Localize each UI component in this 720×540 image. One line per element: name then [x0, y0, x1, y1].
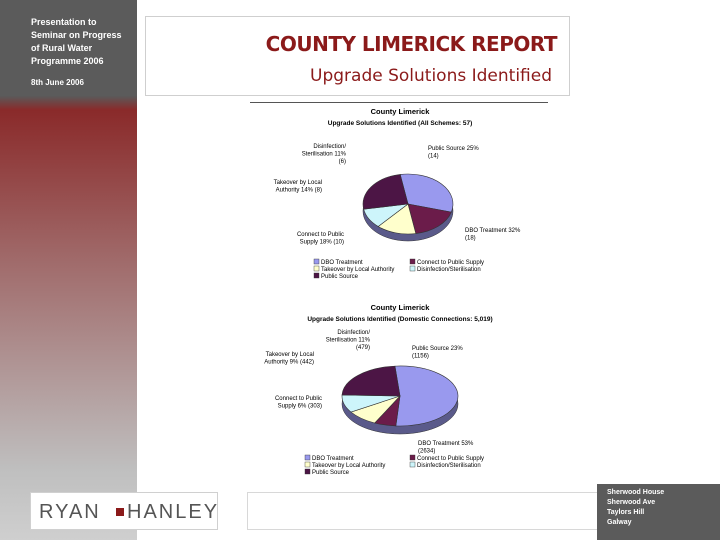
- address-line: Sherwood House: [607, 489, 665, 496]
- pie-label: Takeover by Local Authority 14% (8): [273, 180, 322, 194]
- legend-swatch: [314, 259, 319, 264]
- legend-item: Takeover by Local Authority: [321, 267, 395, 273]
- legend-swatch: [305, 455, 310, 460]
- pie-label: DBO Treatment 53% (2634): [418, 441, 474, 455]
- pie-label: Disinfection/ Sterilisation 11% (6): [301, 144, 346, 165]
- chart-title: County Limerick: [370, 107, 430, 116]
- address-line: Sherwood Ave: [607, 499, 656, 506]
- pie-label: Takeover by Local Authority 9% (442): [264, 352, 314, 366]
- chart-title: County Limerick: [370, 303, 430, 312]
- company-address: [597, 484, 720, 540]
- legend-item: Disinfection/Sterilisation: [417, 463, 481, 469]
- presentation-date: 8th June 2006: [31, 78, 84, 87]
- chart-subtitle: Upgrade Solutions Identified (Domestic Connections: 5,019): [307, 316, 493, 323]
- logo-separator-icon: [116, 508, 124, 516]
- logo-text-hanley: HANLEY: [127, 501, 220, 523]
- legend-item: Public Source: [321, 274, 359, 280]
- legend-swatch: [305, 469, 310, 474]
- presentation-title-line: Seminar on Progress: [31, 30, 122, 40]
- presentation-title: [31, 16, 131, 68]
- legend-swatch: [410, 455, 415, 460]
- legend-item: Connect to Public Supply: [417, 260, 485, 266]
- pie-chart-domestic-connections: [250, 300, 550, 490]
- legend-swatch: [305, 462, 310, 467]
- legend-swatch: [410, 462, 415, 467]
- legend-swatch: [314, 273, 319, 278]
- pie-label: Public Source 23% (1156): [412, 346, 463, 360]
- legend-swatch: [410, 259, 415, 264]
- legend-item: Disinfection/Sterilisation: [417, 267, 481, 273]
- legend-item: Takeover by Local Authority: [312, 463, 386, 469]
- legend-item: Public Source: [312, 470, 350, 476]
- pie-slice: [363, 174, 408, 209]
- presentation-title-line: Presentation to: [31, 17, 97, 27]
- pie-label: DBO Treatment 32% (18): [465, 228, 521, 242]
- report-title: COUNTY LIMERICK REPORT: [265, 32, 557, 56]
- pie-label: Connect to Public Supply 6% (303): [274, 396, 322, 410]
- legend-swatch: [410, 266, 415, 271]
- presentation-block: [0, 0, 137, 96]
- pie-slice: [342, 366, 400, 396]
- logo-text-ryan: RYAN: [39, 501, 101, 523]
- legend-item: Connect to Public Supply: [417, 456, 485, 462]
- pie-chart-all-schemes: [250, 104, 550, 294]
- header-rule: [250, 102, 548, 103]
- pie-label: Connect to Public Supply 18% (10): [296, 232, 344, 246]
- company-logo: [30, 492, 218, 530]
- legend-item: DBO Treatment: [312, 456, 354, 462]
- pie-label: Disinfection/ Sterilisation 11% (479): [325, 330, 370, 351]
- report-subtitle: Upgrade Solutions Identified: [310, 66, 552, 86]
- chart-subtitle: Upgrade Solutions Identified (All Schemes: 57): [327, 120, 473, 127]
- presentation-title-line: of Rural Water: [31, 43, 93, 53]
- legend-swatch: [314, 266, 319, 271]
- address-line: Galway: [607, 519, 632, 526]
- address-line: Taylors Hill: [607, 509, 645, 516]
- pie-label: Public Source 25% (14): [428, 146, 479, 160]
- legend-item: DBO Treatment: [321, 260, 363, 266]
- footer-bar: [247, 492, 597, 530]
- presentation-title-line: Programme 2006: [31, 56, 104, 66]
